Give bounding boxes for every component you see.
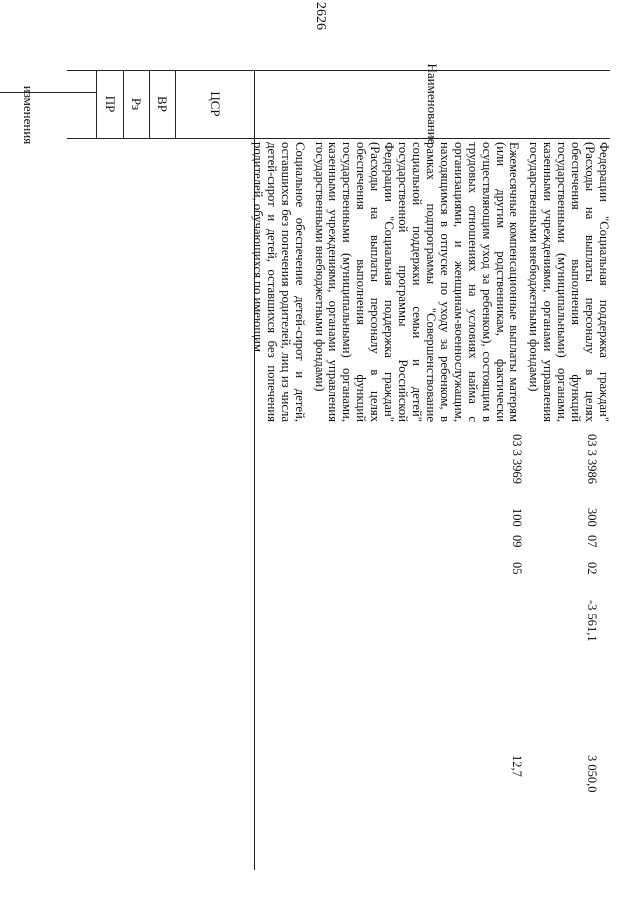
row-1-name: Федерации "Социальная поддержка граждан" (Расходы на выплаты персоналу в целях обеспечения выполнения функций государственными (муниципальными) органами, казенными учреждениями, органами управления государственными внебюджетными фондами)	[527, 142, 611, 422]
row-3-rz: 07	[585, 535, 599, 548]
header-name-cell: Наименование	[425, 63, 440, 145]
header-sum-cell	[0, 70, 97, 92]
header-vr-cell: ВР	[155, 96, 171, 112]
row-3-pr: 02	[585, 562, 599, 575]
header-changes-cell: изменения	[21, 85, 37, 145]
row-3-change: -3 561,1	[585, 600, 599, 642]
header-pr-cell: ПР	[103, 95, 118, 113]
row-3-csr: 03 3 3986	[585, 434, 599, 484]
row-3-name: Социальное обеспечение детей-сирот и детей, оставшихся без попечения родителей, лиц из числа детей-сирот и детей, оставшихся без попечения родителей, обучающихся по имеющим	[250, 142, 307, 422]
name-column	[250, 142, 611, 422]
header-csr-cell: ЦСР	[208, 91, 223, 117]
row-2-vr: 100	[510, 508, 524, 527]
row-3-total: 3 050,0	[585, 755, 599, 793]
row-2-csr: 03 3 3969	[510, 434, 524, 484]
page-number: 2626	[313, 2, 328, 30]
row-2-name: Ежемесячные компенсационные выплаты матерям (или другим родственникам, фактически осуществляющим уход за ребенком), состоящим в трудовых отношениях на условиях найма с организациями, и женщинам-военнослужащим, находящимся в отпуске по уходу за ребенком, в рамках подпрограммы "Совершенствование социальной поддержки семьи и детей" государственной программы Российской Федерации "Социальная поддержка граждан" (Расходы на выплаты персоналу в целях обеспечения выполнения функций государственными (муниципальными) органами, казенными учреждениями, органами управления государственными внебюджетными фондами)	[312, 142, 522, 422]
budget-table	[21, 63, 611, 870]
row-2-pr: 05	[510, 562, 524, 575]
row-2-rz: 09	[510, 535, 524, 548]
header-divider-line	[67, 138, 610, 139]
header-rz-cell: Рз	[129, 97, 145, 111]
row-2-total: 12,7	[510, 755, 524, 777]
row-3-vr: 300	[585, 508, 599, 527]
